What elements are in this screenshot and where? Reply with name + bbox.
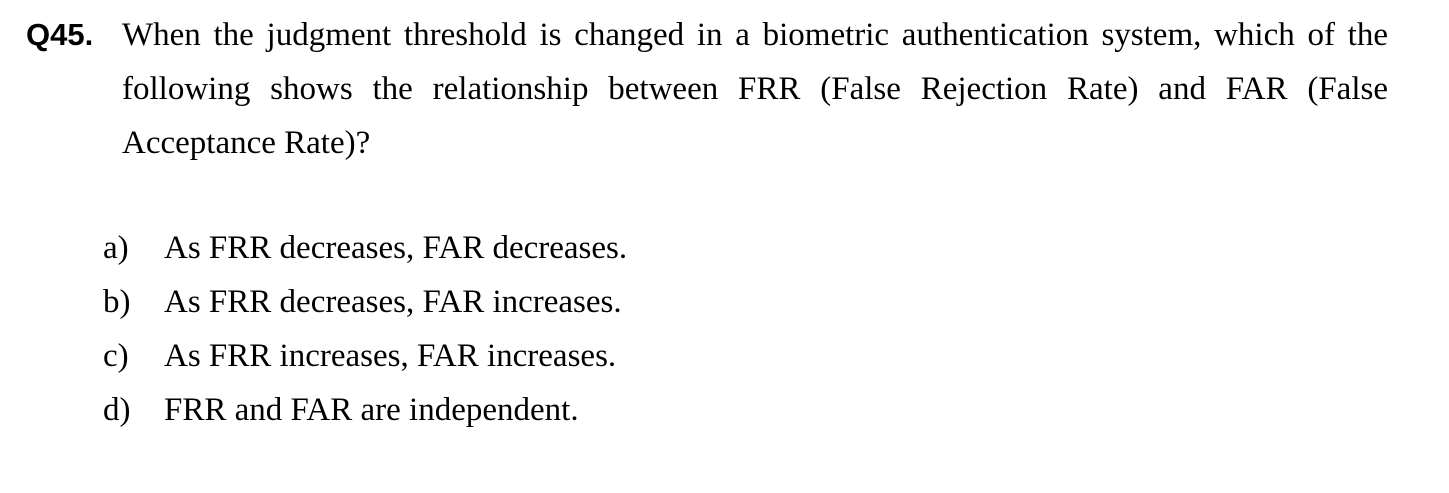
option-d[interactable]: [103, 383, 627, 437]
option-text: As FRR decreases, FAR decreases.: [164, 230, 628, 266]
option-letter: b): [103, 284, 131, 320]
option-text: As FRR decreases, FAR increases.: [164, 284, 622, 320]
option-letter: c): [103, 338, 129, 374]
option-c[interactable]: [103, 329, 627, 383]
question-text: When the judgment threshold is changed in a biometric authentication system, which of the following shows the relationship between FRR (False Rejection Rate) and FAR (False Acceptance Rate)?: [122, 17, 1388, 161]
option-text: As FRR increases, FAR increases.: [164, 338, 617, 374]
option-b[interactable]: [103, 275, 627, 329]
question-number: Q45.: [26, 17, 94, 52]
answer-options: [103, 221, 627, 437]
question-block: [26, 8, 1388, 170]
option-text: FRR and FAR are independent.: [164, 392, 579, 428]
option-letter: d): [103, 392, 131, 428]
option-letter: a): [103, 230, 129, 266]
option-a[interactable]: [103, 221, 627, 275]
